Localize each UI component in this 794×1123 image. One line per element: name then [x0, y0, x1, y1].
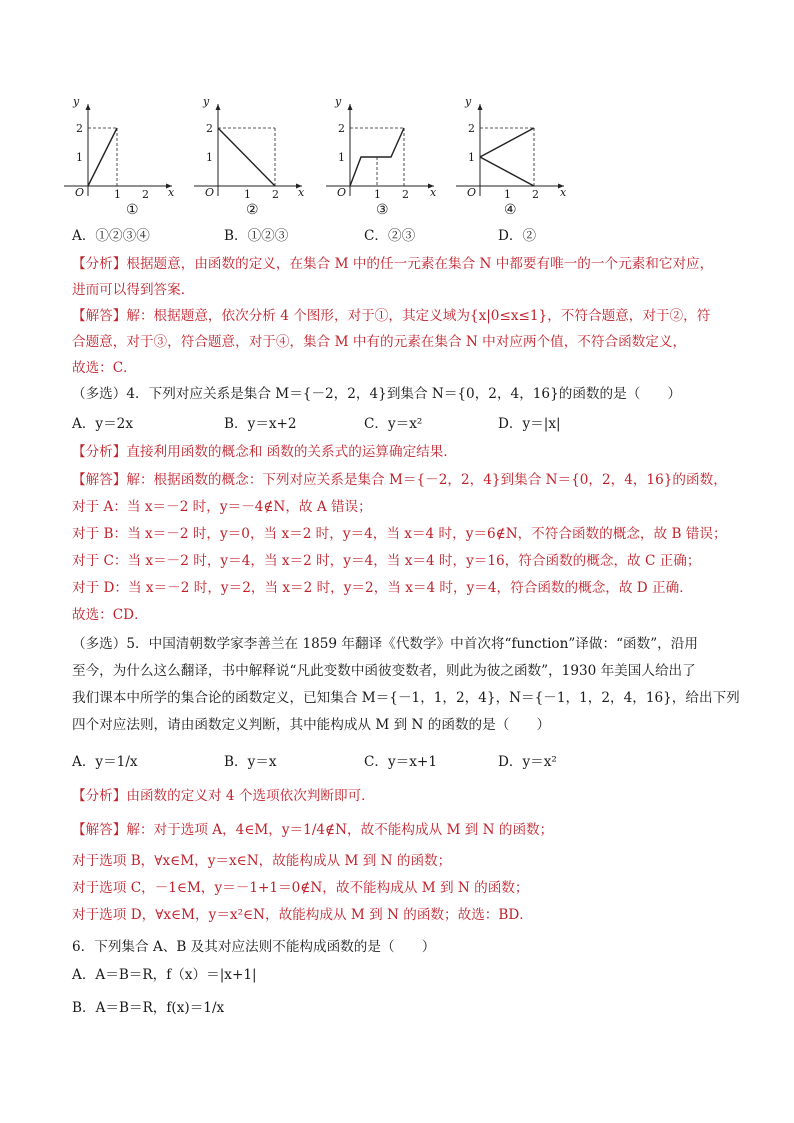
q5-stem-line-3: 我们课本中所学的集合论的函数定义，已知集合 M＝{－1，1，2，4}，N＝{－1，1，2，4，16}，给出下列 [72, 690, 740, 706]
graph-2-ytick-1: 1 [206, 151, 213, 164]
q4-answer-line-5: 对于 D：当 x＝－2 时，y＝2，当 x＝2 时，y＝2，当 x＝4 时，y＝4，符合函数的概念，故 D 正确． [72, 580, 693, 596]
q5-answer-line-3: 对于选项 C，－1∈M，y＝－1+1＝0∉N，故不能构成从 M 到 N 的函数； [72, 880, 529, 896]
graph-2-caption: ② [246, 202, 259, 218]
graph-2-figure [194, 92, 312, 218]
q5-option-b[interactable]: B．y＝x [224, 754, 277, 770]
graph-3-ytick-1: 1 [338, 151, 345, 164]
q4-analysis-tag: 【分析】 [72, 444, 127, 460]
graph-2-xtick-2: 2 [272, 188, 279, 201]
q4-answer-line-2: 对于 A：当 x＝－2 时，y＝－4∉N，故 A 错误； [72, 499, 372, 515]
q4-answer-line-4: 对于 C：当 x＝－2 时，y＝4，当 x＝2 时，y＝4，当 x＝4 时，y＝16，符合函数的概念，故 C 正确； [72, 553, 701, 569]
graph-3-origin: O [337, 186, 347, 199]
q3-option-a[interactable]: A．①②③④ [72, 228, 150, 244]
graph-2-ytick-2: 2 [206, 122, 213, 135]
graph-3-caption: ③ [376, 202, 389, 218]
graph-1-figure [64, 92, 182, 218]
q3-analysis-tag: 【分析】 [72, 256, 127, 272]
q4-option-c[interactable]: C．y＝x² [364, 416, 423, 432]
q5-stem-line-1: （多选）5．中国清朝数学家李善兰在 1859 年翻译《代数学》中首次将“function”译做：“函数”，沿用 [72, 636, 698, 652]
q5-stem-line-2: 至今，为什么这么翻译，书中解释说“凡此变数中函彼变数者，则此为彼之函数”，1930 年美国人给出了 [72, 663, 696, 679]
q5-answer-line-2: 对于选项 B，∀x∈M，y＝x∈N，故能构成从 M 到 N 的函数； [72, 853, 452, 869]
q3-answer-line-1 [72, 306, 710, 326]
q6-stem: 6．下列集合 A、B 及其对应法则不能构成函数的是（ ） [72, 939, 436, 955]
graph-1-origin: O [75, 186, 85, 199]
q3-analysis-line-1 [72, 254, 713, 274]
q3-answer-text-1: 解：根据题意，依次分析 4 个图形，对于①，其定义域为{x|0≤x≤1}，不符合题意，对于②，符 [126, 308, 711, 324]
graph-2-xtick-1: 1 [244, 188, 251, 201]
graph-1-caption: ① [126, 202, 139, 218]
graph-4-caption: ④ [504, 202, 517, 218]
q4-answer-line-1 [72, 470, 727, 490]
graph-2-origin: O [205, 186, 215, 199]
graph-4-figure [456, 92, 574, 218]
graph-1-xtick-1: 1 [114, 188, 121, 201]
graph-3-xtick-1: 1 [374, 188, 381, 201]
q3-answer-line-2: 合题意，对于③，符合题意，对于④，集合 M 中有的元素在集合 N 中对应两个值，不符合函数定义， [72, 334, 687, 350]
q5-analysis-line [72, 786, 375, 806]
q5-option-a[interactable]: A．y＝1/x [72, 754, 138, 770]
q5-answer-text-1: 解：对于选项 A，4∈M，y＝1/4∉N，故不能构成从 M 到 N 的函数； [126, 822, 554, 838]
q4-answer-line-3: 对于 B：当 x＝－2 时，y＝0，当 x＝2 时，y＝4，当 x＝4 时，y＝6∉N，不符合函数的概念，故 B 错误； [72, 526, 727, 542]
graph-2-y-label: y [203, 95, 210, 108]
graph-4-ytick-2: 2 [468, 122, 475, 135]
q5-answer-line-4: 对于选项 D，∀x∈M，y＝x²∈N，故能构成从 M 到 N 的函数；故选：BD． [72, 907, 533, 923]
q3-option-c[interactable]: C．②③ [364, 228, 416, 244]
q4-answer-text-1: 解：根据函数的概念：下列对应关系是集合 M＝{－2，2，4}到集合 N＝{0，2，4，16}的函数， [126, 472, 727, 488]
q3-analysis-line-2: 进而可以得到答案． [72, 282, 195, 298]
graph-4-x-label: x [560, 186, 567, 199]
q4-option-d[interactable]: D．y＝|x| [498, 416, 561, 432]
graph-3 [326, 92, 438, 218]
graph-4-ytick-1: 1 [468, 151, 475, 164]
q4-analysis-text: 直接利用函数的概念和 函数的关系式的运算确定结果． [126, 444, 457, 460]
graph-4-xtick-2: 2 [532, 188, 539, 201]
q4-option-a[interactable]: A．y＝2x [72, 416, 133, 432]
graph-3-figure [326, 92, 444, 218]
q3-answer-tag: 【解答】 [72, 308, 127, 324]
graph-1-x-label: x [168, 186, 175, 199]
q5-stem-line-4: 四个对应法则，请由函数定义判断，其中能构成从 M 到 N 的函数的是（ ） [72, 717, 551, 733]
q4-answer-tag: 【解答】 [72, 472, 127, 488]
graph-3-xtick-2: 2 [402, 188, 409, 201]
q6-option-a[interactable]: A．A＝B＝R，f（x）＝|x+1| [72, 967, 257, 983]
function-graphs-row [64, 92, 584, 218]
graph-4 [456, 92, 568, 218]
q5-answer-line-1 [72, 820, 553, 840]
graph-1-xtick-2: 2 [142, 188, 149, 201]
graph-4-xtick-1: 1 [504, 188, 511, 201]
q3-answer-line-3: 故选：C． [72, 360, 137, 376]
graph-1-ytick-2: 2 [76, 122, 83, 135]
graph-3-ytick-2: 2 [338, 122, 345, 135]
q5-analysis-tag: 【分析】 [72, 788, 127, 804]
q3-option-d[interactable]: D．② [498, 228, 537, 244]
q3-analysis-text-1: 根据题意，由函数的定义，在集合 M 中的任一元素在集合 N 中都要有唯一的一个元素和它对应， [126, 256, 714, 272]
q4-answer-line-6: 故选：CD． [72, 607, 148, 623]
q5-option-d[interactable]: D．y＝x² [498, 754, 557, 770]
q5-analysis-text: 由函数的定义对 4 个选项依次判断即可． [126, 788, 375, 804]
q5-answer-tag: 【解答】 [72, 822, 127, 838]
graph-1 [64, 92, 176, 218]
graph-1-y-label: y [73, 95, 80, 108]
q4-analysis-line [72, 442, 457, 462]
q6-option-b[interactable]: B．A＝B＝R，f(x)＝1/x [72, 1000, 225, 1016]
q4-stem: （多选）4．下列对应关系是集合 M＝{－2，2，4}到集合 N＝{0，2，4，16}的函数的是（ ） [72, 386, 682, 402]
q5-option-c[interactable]: C．y＝x+1 [364, 754, 437, 770]
graph-2 [194, 92, 306, 218]
q4-option-b[interactable]: B．y＝x+2 [224, 416, 297, 432]
graph-4-y-label: y [465, 95, 472, 108]
graph-1-ytick-1: 1 [76, 151, 83, 164]
graph-3-x-label: x [430, 186, 437, 199]
q3-option-b[interactable]: B．①②③ [224, 228, 289, 244]
graph-2-x-label: x [298, 186, 305, 199]
graph-4-origin: O [467, 186, 477, 199]
graph-3-y-label: y [335, 95, 342, 108]
